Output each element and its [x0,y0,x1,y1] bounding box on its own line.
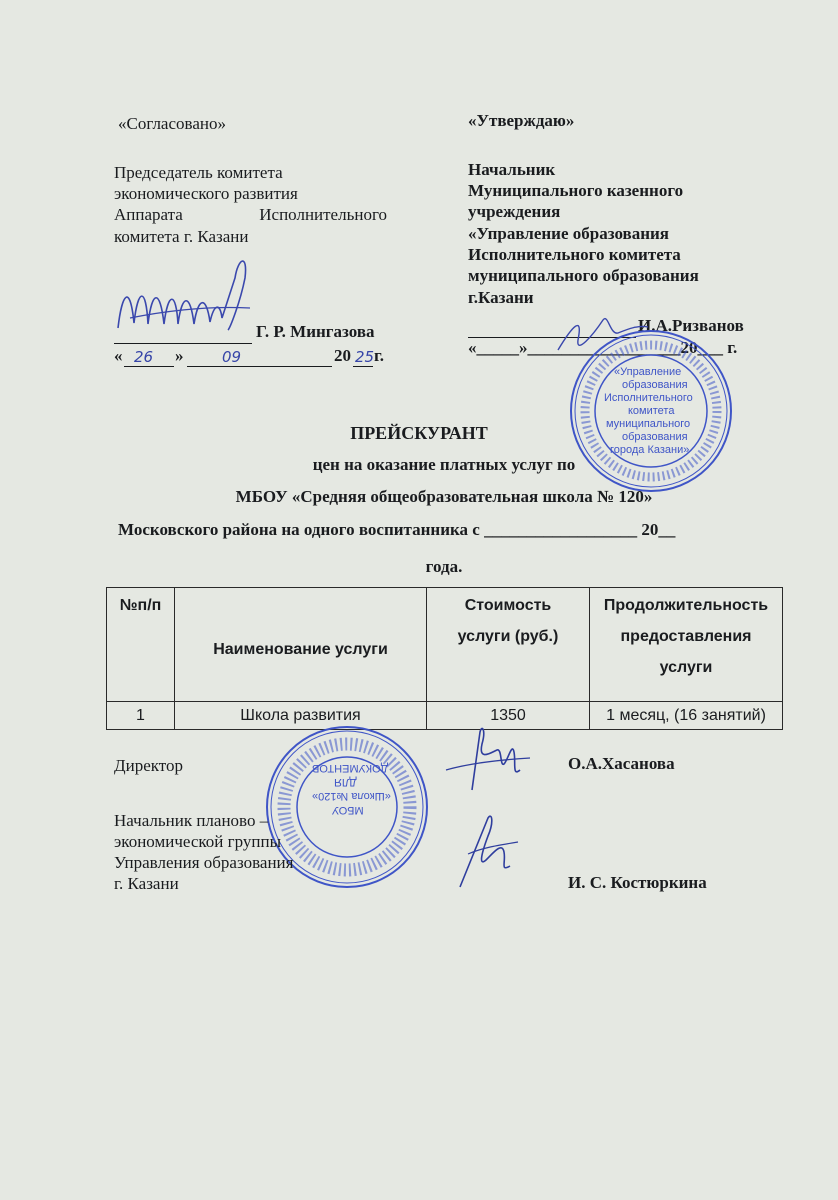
approve-line-6: муниципального образования [468,266,699,285]
planning-name: И. С. Костюркина [568,873,707,892]
agreed-month-line [187,366,332,367]
agreed-line-1: Председатель комитета [114,163,283,182]
approve-signer: И.А.Ризванов [638,316,744,335]
agreed-line-3: Аппарата Исполнительного [114,205,387,224]
stamp-right-text-6: образования [622,431,688,443]
agreed-year-prefix: 20 [334,346,351,365]
stamp-right-text-1: «Управление [614,366,682,378]
cell-price: 1350 [427,702,590,730]
header-number: №п/п [107,588,175,702]
stamp-right-text-7: города Казани» [610,444,690,456]
stamp-left-text-1: МБОУ [332,804,364,816]
agreed-sign-underline [114,343,252,344]
cell-duration: 1 месяц, (16 занятий) [590,702,783,730]
approve-line-5: Исполнительного комитета [468,245,681,264]
title-line-3: МБОУ «Средняя общеобразовательная школа № 120» [235,487,653,506]
agreed-day-line [124,366,174,367]
director-name: О.А.Хасанова [568,754,675,773]
planning-line-4: г. Казани [114,874,179,893]
header-duration: Продолжительность предоставления услуги [590,588,783,702]
planning-line-3: Управления образования [114,853,294,872]
table-header-row [107,588,783,702]
planning-line-2: экономической группы [114,832,281,851]
agreed-heading: «Согласовано» [118,114,226,133]
agreed-signer: Г. Р. Мингазова [256,322,375,341]
agreed-day: 26 [134,348,154,366]
approve-line-1: Начальник [468,160,556,179]
document-title: ПРЕЙСКУРАНТ [350,423,488,443]
stamp-right-text-3: Исполнительного [604,392,693,404]
title-line-4: Московского района на одного воспитанника с __________________ 20__ [118,520,676,539]
signature-left-icon [110,248,260,343]
cell-service-name: Школа развития [175,702,427,730]
stamp-right-text-5: муниципального [606,418,691,430]
agreed-line-2: экономического развития [114,184,298,203]
approve-line-4: «Управление образования [468,224,669,243]
agreed-date-mid: » [175,346,184,365]
signature-planning-icon [448,812,528,892]
agreed-year-line [353,366,373,367]
signature-director-icon [442,722,532,792]
agreed-date-open: « [114,346,123,365]
approve-date: «_____»__________________20___ г. [468,338,738,357]
stamp-right-text-4: комитета [628,405,675,417]
stamp-left-text-2: «Школа №120» [312,790,391,802]
header-service-name: Наименование услуги [175,588,427,702]
director-label: Директор [114,756,183,775]
cell-number: 1 [107,702,175,730]
agreed-year-suffix: 25 [355,348,375,366]
table-row [107,702,783,730]
stamp-right-text-2: образования [622,379,688,391]
approve-line-7: г.Казани [468,288,534,307]
agreed-year-end: г. [374,346,385,365]
approve-line-3: учреждения [468,202,561,221]
title-line-5: года. [425,557,463,576]
stamp-left-text-3: ДЛЯ [334,776,357,788]
stamp-left-text-4: ДОКУМЕНТОВ [312,762,389,774]
agreed-line-4: комитета г. Казани [114,227,249,246]
price-table [106,587,783,730]
approve-line-2: Муниципального казенного [468,181,684,200]
agreed-month: 09 [222,348,242,366]
title-line-2: цен на оказание платных услуг по [312,455,576,474]
approve-heading: «Утверждаю» [468,111,575,130]
header-price: Стоимость услуги (руб.) [427,588,590,702]
planning-line-1: Начальник планово – [114,811,269,830]
